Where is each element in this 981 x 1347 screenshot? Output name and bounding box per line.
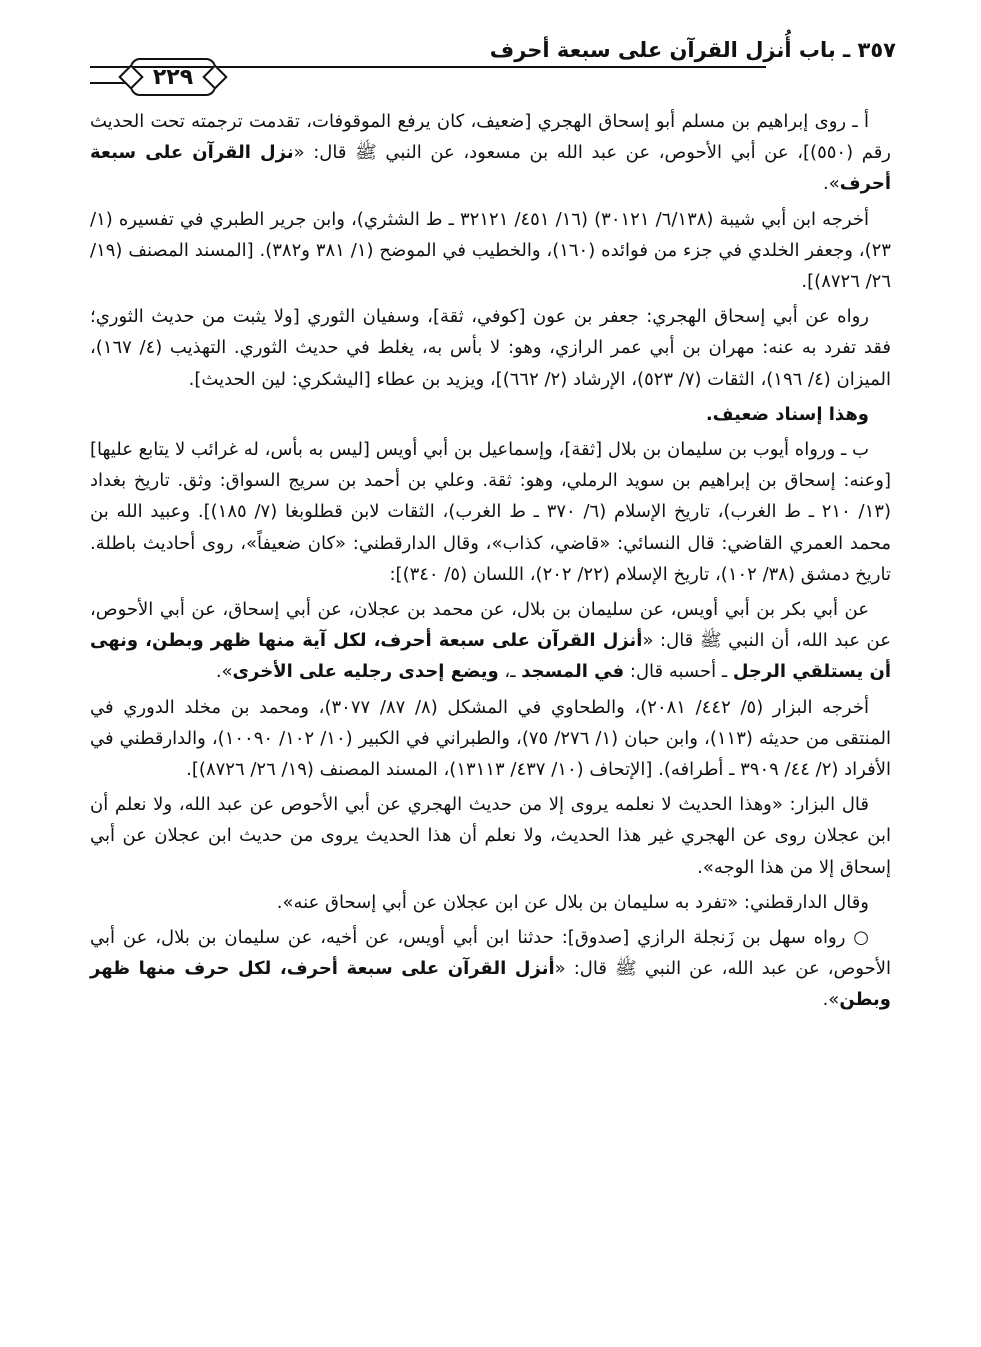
paragraph	[90, 789, 891, 883]
page-number-ornament	[130, 58, 216, 96]
text-segment: أخرجه ابن أبي شيبة (٦/١٣٨/ ٣٠١٢١) (١٦/ ٤٥١/ ٣٢١٢١ ـ ط الشثري)، وابن جرير الطبري في تفسيره (١/ ٢٣)، وجعفر الخلدي في جزء من فوائده (١٦٠)، والخطيب في الموضح (١/ ٣٨١ و٣٨٢). [المسند المصنف (١٩/ ٢٦/ ٨٧٢٦)].	[90, 208, 891, 293]
text-segment: قال البزار: «وهذا الحديث لا نعلمه يروى إلا من حديث الهجري عن أبي الأحوص عن عبد الله، ولا نعلم أن ابن عجلان روى عن الهجري غير هذا الحديث، ولا نعلم أن هذا الحديث يروى من حديث ابن عجلان عن أبي إسحاق إلا من هذا الوجه».	[90, 794, 891, 878]
paragraph	[90, 399, 891, 430]
bold-text-segment: في المسجد	[521, 661, 625, 683]
paragraph	[90, 692, 891, 786]
text-segment: أخرجه البزار (٥/ ٤٤٢/ ٢٠٨١)، والطحاوي في المشكل (٨/ ٨٧/ ٣٠٧٧)، ومحمد بن مخلد الدوري في المنتقى من حديثه (١١٣)، وابن حبان (١/ ٢٧٦/ ٧٥)، والطبراني في الكبير (١٠/ ١٠٢/ ١٠٠٩٠)، والدارقطني في الأفراد (٢/ ٤٤/ ٣٩٠٩ ـ أطرافه). [الإتحاف (١٠/ ٤٣٧/ ١٣١١٣)، المسند المصنف (١٩/ ٢٦/ ٨٧٢٦)].	[90, 696, 891, 781]
text-segment: رواه عن أبي إسحاق الهجري: جعفر بن عون [كوفي، ثقة]، وسفيان الثوري [ولا يثبت من حديث الثوري؛ فقد تفرد به عنه: مهران بن أبي عمر الرازي، وهو: لا بأس به، يغلط في حديث الثوري. التهذيب (٤/ ١٦٧)، الميزان (٤/ ١٩٦)، الثقات (٧/ ٥٢٣)، الإرشاد (٢/ ٦٦٢)]، ويزيد بن عطاء [اليشكري: لين الحديث].	[90, 306, 891, 390]
bold-text-segment: أنزل القرآن على سبعة أحرف، لكل آية منها ظهر وبطن، ونهى أن يستلقي الرجل	[90, 630, 891, 683]
paragraph	[90, 594, 891, 688]
text-segment: ».	[823, 173, 840, 195]
text-segment: عن أبي بكر بن أبي أويس، عن سليمان بن بلال، عن محمد بن عجلان، عن أبي إسحاق، عن أبي الأحوص، عن عبد الله، أن النبي ﷺ قال: «	[90, 599, 891, 652]
running-header-title: ٣٥٧ ـ باب أُنزل القرآن على سبعة أحرف	[489, 38, 896, 62]
text-segment: وقال الدارقطني: «تفرد به سليمان بن بلال عن ابن عجلان عن أبي إسحاق عنه».	[276, 891, 869, 913]
text-segment: ـ،	[498, 661, 522, 683]
page-number: ٢٢٩	[152, 64, 194, 90]
bold-text-segment: أنزل القرآن على سبعة أحرف، لكل حرف منها ظهر وبطن	[90, 958, 891, 1011]
paragraph	[90, 887, 891, 918]
paragraph	[90, 434, 891, 590]
paragraph	[90, 204, 891, 298]
text-segment: ».	[215, 661, 233, 683]
text-segment: ب ـ ورواه أيوب بن سليمان بن بلال [ثقة]، وإسماعيل بن أبي أويس [ليس به بأس، له غرائب لا يتابع عليها] [وعنه: إسحاق بن إبراهيم بن سويد الرملي، وهو: ثقة. وعلي بن أحمد بن سريج السواق: وثق. تاريخ بغداد (١٣/ ٢١٠ ـ ط الغرب)، تاريخ الإسلام (٦/ ٣٧٠ ـ ط الغرب)، الثقات لابن قطلوبغا (٧/ ١٨٥)]. وعبيد الله بن محمد العمري القاضي: قال النسائي: «قاضي، كذاب»، وقال الدارقطني: «كان ضعيفاً»، روى أحاديث باطلة. تاريخ دمشق (٣٨/ ١٠٢)، تاريخ الإسلام (٢٢/ ٢٠٢)، اللسان (٥/ ٣٤٠)]:	[90, 439, 891, 585]
text-segment: ».	[822, 989, 840, 1011]
text-segment: ـ أحسبه قال:	[624, 661, 733, 683]
bold-text-segment: ويضع إحدى رجليه على الأخرى	[232, 661, 499, 683]
bold-text-segment: وهذا إسناد ضعيف.	[705, 403, 869, 425]
paragraph	[90, 922, 891, 1016]
text-segment: ○ رواه سهل بن زَنجلة الرازي [صدوق]: حدثنا ابن أبي أويس، عن أخيه، عن سليمان بن بلال، عن أبي الأحوص، عن عبد الله، عن النبي ﷺ قال: «	[90, 927, 891, 980]
text-segment: أ ـ روى إبراهيم بن مسلم أبو إسحاق الهجري [ضعيف، كان يرفع الموقوفات، تقدمت ترجمته تحت الحديث رقم (٥٥٠)]، عن أبي الأحوص، عن عبد الله بن مسعود، عن النبي ﷺ قال: «	[90, 111, 891, 164]
page-body	[90, 106, 891, 1327]
bold-text-segment: نزل القرآن على سبعة أحرف	[90, 142, 891, 195]
paragraph	[90, 106, 891, 200]
paragraph	[90, 301, 891, 395]
